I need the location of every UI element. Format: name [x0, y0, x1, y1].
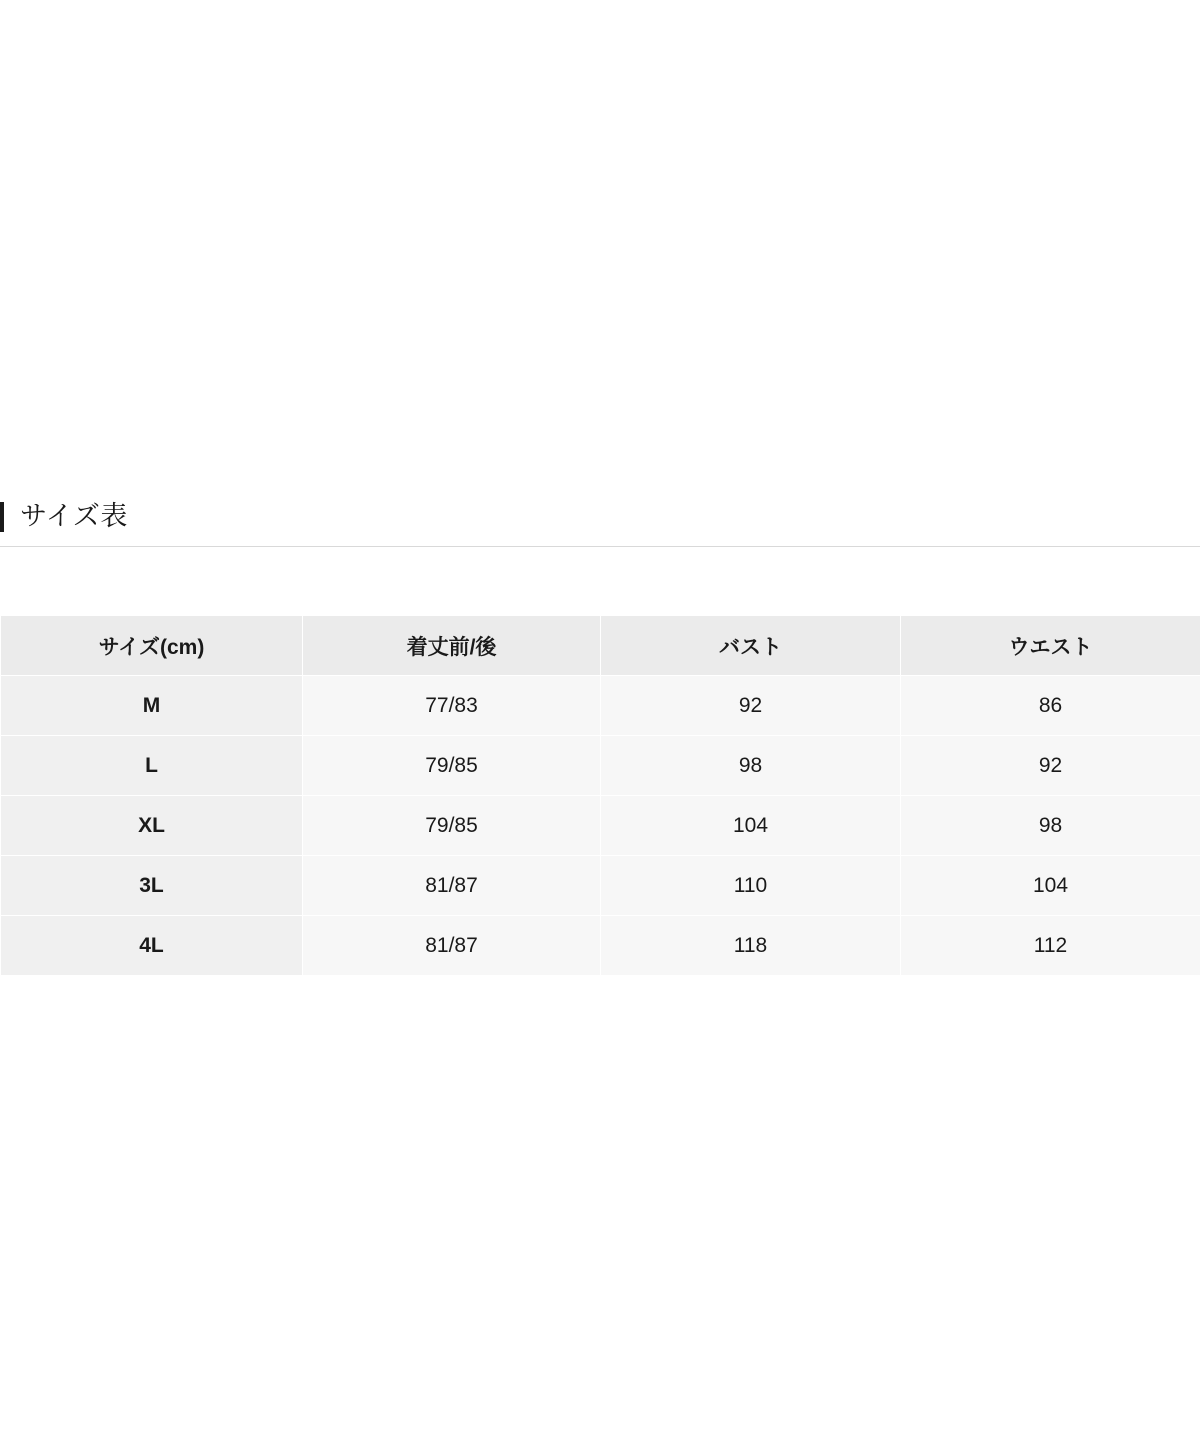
row-header-size: 3L [1, 856, 303, 916]
cell-waist: 98 [901, 796, 1200, 856]
table-row [1, 736, 1200, 796]
cell-waist: 104 [901, 856, 1200, 916]
column-header-bust: バスト [601, 616, 901, 676]
cell-length: 81/87 [303, 916, 601, 976]
cell-length: 77/83 [303, 676, 601, 736]
cell-waist: 86 [901, 676, 1200, 736]
cell-bust: 104 [601, 796, 901, 856]
row-header-size: XL [1, 796, 303, 856]
heading-accent-bar [0, 502, 4, 532]
size-table [0, 615, 1200, 976]
table-row [1, 916, 1200, 976]
row-header-size: M [1, 676, 303, 736]
table-row [1, 676, 1200, 736]
cell-bust: 118 [601, 916, 901, 976]
cell-bust: 98 [601, 736, 901, 796]
size-table-body [1, 676, 1200, 976]
table-row [1, 796, 1200, 856]
cell-waist: 92 [901, 736, 1200, 796]
cell-waist: 112 [901, 916, 1200, 976]
cell-length: 79/85 [303, 796, 601, 856]
cell-bust: 92 [601, 676, 901, 736]
cell-bust: 110 [601, 856, 901, 916]
column-header-length: 着丈前/後 [303, 616, 601, 676]
column-header-waist: ウエスト [901, 616, 1200, 676]
table-header-row [1, 616, 1200, 676]
size-table-container [0, 615, 1200, 976]
page-title: サイズ表 [20, 501, 128, 531]
row-header-size: 4L [1, 916, 303, 976]
cell-length: 79/85 [303, 736, 601, 796]
table-row [1, 856, 1200, 916]
row-header-size: L [1, 736, 303, 796]
section-heading [0, 487, 1200, 547]
cell-length: 81/87 [303, 856, 601, 916]
size-table-head [1, 616, 1200, 676]
column-header-size: サイズ(cm) [1, 616, 303, 676]
